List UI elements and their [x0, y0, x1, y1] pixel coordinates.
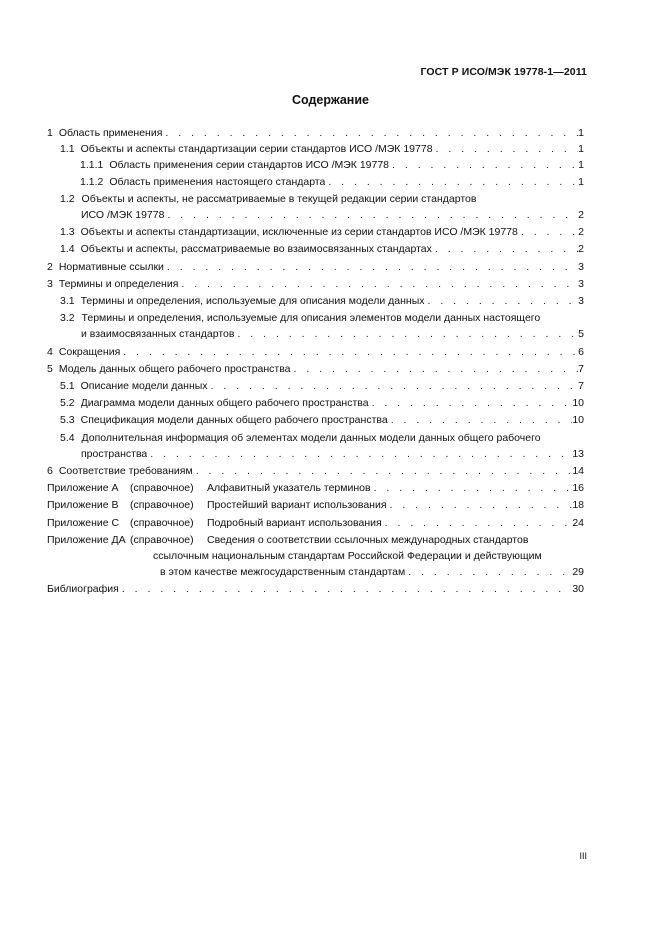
toc-entry-number: 1.1.1: [80, 159, 104, 172]
toc-entry-title: Модель данных общего рабочего пространства: [58, 362, 291, 375]
toc-appendix-entry[interactable]: [47, 532, 584, 581]
toc-entry-number: 2: [47, 260, 53, 273]
toc-entry-title: Термины и определения, используемые для описания элементов модели данных настоящего: [81, 312, 541, 325]
appendix-label: Приложение А: [47, 482, 119, 495]
toc-entry-page: 3: [578, 295, 584, 308]
toc-entry-title: Библиография: [47, 583, 119, 596]
appendix-kind: (справочное): [130, 499, 194, 512]
page-number: III: [579, 851, 587, 861]
toc-leader-dots: [387, 497, 573, 513]
document-header: ГОСТ Р ИСО/МЭК 19778-1—2011: [420, 66, 587, 78]
toc-entry-title: Объекты и аспекты, рассматриваемые во взаимосвязанных стандартах: [80, 243, 432, 256]
appendix-label: Приложение ДА: [47, 533, 126, 546]
toc-entry-title: Дополнительная информация об элементах модели данных модели данных общего рабочего: [81, 431, 541, 444]
toc-entry-page: 7: [578, 380, 584, 393]
toc-entry-title-continued: пространства: [81, 447, 148, 460]
toc-entry-title-continued: ссылочным национальным стандартам Российской Федерации и действующим: [153, 550, 542, 563]
appendix-kind: (справочное): [130, 516, 194, 529]
toc-entry-title: Алфавитный указатель терминов: [207, 482, 371, 495]
toc-leader-dots: [120, 344, 578, 360]
toc-entry-page: 2: [578, 209, 584, 222]
toc-entry-number: 1.4: [60, 243, 75, 256]
toc-entry-number: 5.3: [60, 414, 75, 427]
toc-entry-page: 29: [572, 566, 584, 579]
toc-entry-number: 1: [47, 127, 53, 139]
toc-entry-number: 1.1: [60, 143, 75, 156]
toc-entry-title: Описание модели данных: [80, 380, 208, 393]
toc-entry[interactable]: [47, 259, 584, 275]
toc-entry[interactable]: [47, 276, 584, 292]
toc-entry-page: 1: [578, 175, 584, 188]
appendix-label: Приложение С: [47, 516, 120, 529]
toc-leader-dots: [433, 141, 579, 157]
toc-entry[interactable]: [60, 395, 584, 411]
toc-entry-title: Область применения серии стандартов ИСО /МЭК 19778: [109, 159, 390, 172]
toc-entry-page: 24: [572, 516, 584, 529]
toc-entry-number: 5.4: [60, 431, 75, 444]
toc-entry[interactable]: [60, 241, 584, 257]
toc-appendix-entry[interactable]: [47, 480, 584, 496]
toc-entry[interactable]: [60, 310, 584, 342]
toc-leader-dots: [234, 326, 578, 342]
toc-entry-title-continued: и взаимосвязанных стандартов: [81, 328, 235, 341]
toc-entry-title: Диаграмма модели данных общего рабочего пространства: [80, 397, 369, 410]
toc-entry-title-continued: в этом качестве межгосударственным стандартам: [160, 566, 406, 579]
toc-entry[interactable]: [47, 463, 584, 479]
toc-entry-page: 6: [578, 345, 584, 358]
toc-entry[interactable]: [60, 412, 584, 428]
toc-entry-number: 5.2: [60, 397, 75, 410]
toc-entry-page: 18: [572, 499, 584, 512]
toc-leader-dots: [147, 446, 572, 462]
toc-entry-page: 3: [578, 277, 584, 290]
toc-entry-page: 1: [578, 143, 584, 156]
toc-entry-page: 13: [572, 447, 584, 460]
toc-entry-title: Нормативные ссылки: [58, 260, 164, 273]
toc-entry-number: 4: [47, 345, 53, 358]
toc-leader-dots: [518, 224, 578, 240]
toc-leader-dots: [388, 412, 573, 428]
toc-entry-number: 5.1: [60, 380, 75, 393]
toc-leader-dots: [162, 125, 578, 141]
toc-entry-title: Термины и определения, используемые для описания модели данных: [80, 295, 425, 308]
toc-entry-page: 1: [578, 159, 584, 172]
toc-entry-title-continued: ИСО /МЭК 19778: [81, 209, 165, 222]
toc-entry-title: Объекты и аспекты стандартизации серии стандартов ИСО /МЭК 19778: [80, 143, 433, 156]
toc-appendix-entry[interactable]: [47, 515, 584, 531]
toc-entry-title: Термины и определения: [58, 277, 179, 290]
toc-entry-title: Соответствие требованиям: [58, 465, 193, 478]
toc-entry-number: 1.2: [60, 192, 75, 205]
toc-entry-title: Спецификация модели данных общего рабочего пространства: [80, 414, 388, 427]
toc-entry-page: 2: [578, 243, 584, 256]
toc-entry-page: 16: [572, 482, 584, 495]
toc-leader-dots: [178, 276, 578, 292]
toc-entry-page: 2: [578, 226, 584, 239]
toc-entry-title: Сведения о соответствии ссылочных международных стандартов: [207, 533, 529, 546]
toc-entry-title: Объекты и аспекты, не рассматриваемые в текущей редакции серии стандартов: [81, 192, 477, 205]
toc-leader-dots: [432, 241, 578, 257]
toc-entry-title: Подробный вариант использования: [207, 516, 382, 529]
toc-leader-dots: [405, 564, 572, 580]
toc-entry-number: 6: [47, 465, 53, 478]
table-of-contents: [47, 125, 584, 598]
toc-entry-page: 10: [572, 397, 584, 410]
toc-entry[interactable]: [60, 378, 584, 394]
toc-leader-dots: [193, 463, 573, 479]
toc-entry-title: Область применения: [58, 127, 163, 139]
toc-entry-title: Объекты и аспекты стандартизации, исключенные из серии стандартов ИСО /МЭК 19778: [80, 226, 518, 239]
toc-entry[interactable]: [60, 141, 584, 157]
toc-leader-dots: [382, 515, 573, 531]
toc-leader-dots: [291, 361, 579, 377]
toc-entry-number: 1.3: [60, 226, 75, 239]
toc-entry[interactable]: [47, 125, 584, 141]
toc-leader-dots: [369, 395, 573, 411]
toc-entry-page: 10: [572, 414, 584, 427]
toc-appendix-entry[interactable]: [47, 497, 584, 513]
toc-entry[interactable]: [80, 157, 584, 173]
toc-leader-dots: [371, 480, 573, 496]
toc-entry-number: 3: [47, 277, 53, 290]
toc-entry-title: Область применения настоящего стандарта: [109, 175, 326, 188]
toc-entry-number: 5: [47, 362, 53, 375]
appendix-kind: (справочное): [130, 482, 194, 495]
appendix-kind: (справочное): [130, 533, 194, 546]
toc-entry-title: Сокращения: [58, 345, 121, 358]
toc-leader-dots: [425, 293, 579, 309]
toc-leader-dots: [164, 259, 578, 275]
toc-leader-dots: [325, 174, 578, 190]
toc-entry[interactable]: [60, 191, 584, 223]
toc-entry-page: 7: [578, 362, 584, 375]
toc-entry-number: 3.1: [60, 295, 75, 308]
toc-entry-number: 3.2: [60, 312, 75, 325]
page-title: Содержание: [291, 93, 369, 107]
toc-entry-number: 1.1.2: [80, 175, 104, 188]
toc-entry-title: Простейший вариант использования: [207, 499, 387, 512]
toc-leader-dots: [119, 581, 572, 597]
toc-entry-page: 30: [572, 583, 584, 596]
toc-entry[interactable]: [80, 174, 584, 190]
toc-entry-page: 1: [578, 127, 584, 139]
toc-entry-page: 5: [578, 328, 584, 341]
toc-entry-page: 14: [572, 465, 584, 478]
toc-entry[interactable]: [47, 344, 584, 360]
toc-leader-dots: [164, 207, 578, 223]
toc-leader-dots: [389, 157, 578, 173]
appendix-label: Приложение В: [47, 499, 119, 512]
toc-entry[interactable]: [60, 224, 584, 240]
toc-entry[interactable]: [60, 293, 584, 309]
toc-entry-page: 3: [578, 260, 584, 273]
toc-leader-dots: [208, 378, 579, 394]
toc-entry[interactable]: [60, 430, 584, 462]
toc-entry[interactable]: [47, 361, 584, 377]
toc-entry[interactable]: [47, 581, 584, 597]
